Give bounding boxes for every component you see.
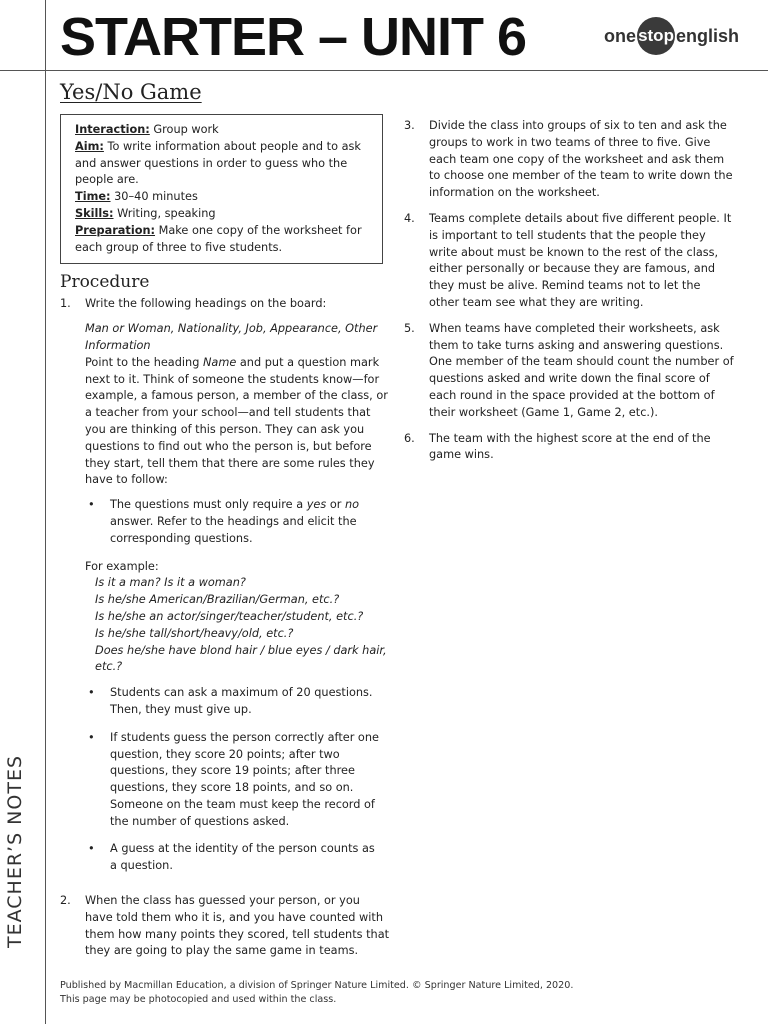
- procedure-step-5: [404, 321, 734, 422]
- step-number: 2.: [60, 894, 71, 908]
- example-question: Is he/she an actor/singer/teacher/student, etc.?: [95, 609, 364, 623]
- procedure-step-3: [404, 118, 734, 202]
- preparation-row: Preparation: Make one copy of the worksheet for each group of three to five students.: [75, 223, 362, 254]
- step-5-text: When teams have completed their worksheets, ask them to take turns asking and answering questions. One member of the team should count the number of questions asked and write down the final score of each round in the space provided at the bottom of their worksheet (Game 1, Game 2, etc.).: [429, 321, 734, 419]
- step-1-explanation: Point to the heading Name and put a question mark next to it. Think of someone the students know—for example, a famous person, a member of the class, or a teacher from your school—and tell students that you are thinking of this person. They can ask you questions to find out who the person is, but before they start, tell them that there are some rules they have to follow:: [85, 355, 388, 487]
- footer-line-1: Published by Macmillan Education, a division of Springer Nature Limited. © Springer Nature Limited, 2020.: [60, 980, 574, 991]
- rule-bullet-1: • The questions must only require a yes or no answer. Refer to the headings and elicit the corresponding questions.: [88, 498, 360, 545]
- interaction-row: Interaction: Group work: [75, 123, 219, 136]
- step-number: 4.: [404, 211, 415, 225]
- step-number: 6.: [404, 431, 415, 445]
- example-questions: [85, 575, 390, 676]
- rule-bullet-4: • A guess at the identity of the person counts as a question.: [88, 842, 375, 873]
- skills-row: Skills: Writing, speaking: [75, 206, 216, 220]
- example-question: Does he/she have blond hair / blue eyes / dark hair, etc.?: [95, 643, 387, 674]
- onestopenglish-logo: [604, 19, 739, 53]
- logo-stop-circle: stop: [637, 17, 675, 55]
- teachers-notes-label: TEACHER’S NOTES: [4, 754, 26, 948]
- procedure-step-1: [60, 296, 390, 886]
- page-title: STARTER – UNIT 6: [60, 7, 527, 67]
- left-frame-line: [45, 0, 46, 1024]
- step-1-intro: Write the following headings on the board:: [85, 297, 327, 311]
- time-row: Time: 30–40 minutes: [75, 190, 198, 204]
- rule-bullet-3: • If students guess the person correctly after one question, they score 20 points; after two questions, they score 19 points; after three questions, they score 18 points, and so on. Someone on the team must keep the record of the number of questions asked.: [88, 730, 379, 828]
- footer-line-2: This page may be photocopied and used within the class.: [60, 993, 337, 1005]
- section-title: Yes/No Game: [60, 80, 202, 104]
- logo-english: english: [676, 25, 740, 46]
- step-3-text: Divide the class into groups of six to ten and ask the groups to work in two teams of three to five. Give each team one copy of the worksheet and ask them to choose one member of the team to write down the information on the worksheet.: [429, 119, 733, 200]
- logo-one: one: [604, 25, 637, 46]
- rule-bullet-2: • Students can ask a maximum of 20 questions. Then, they must give up.: [88, 686, 373, 716]
- left-column: [60, 80, 390, 967]
- right-column: [404, 118, 734, 471]
- step-4-text: Teams complete details about five different people. It is important to tell students that the people they write about must be known to the rest of the class, either personally or because they are famous, and they must be alive. Remind teams not to let the other team see what they are writing.: [429, 211, 732, 309]
- example-label: For example:: [85, 559, 159, 573]
- procedure-title: Procedure: [60, 272, 150, 293]
- procedure-step-2: [60, 893, 390, 960]
- step-1-headings: Man or Woman, Nationality, Job, Appearance, Other Information: [85, 322, 378, 352]
- step-number: 1.: [60, 297, 71, 311]
- activity-info-box: [60, 114, 383, 264]
- step-6-text: The team with the highest score at the end of the game wins.: [429, 431, 711, 462]
- step-number: 5.: [404, 321, 415, 335]
- example-question: Is he/she American/Brazilian/German, etc.?: [95, 593, 340, 607]
- example-question: Is it a man? Is it a woman?: [95, 576, 246, 590]
- procedure-step-6: [404, 431, 734, 465]
- procedure-step-4: [404, 211, 734, 312]
- example-question: Is he/she tall/short/heavy/old, etc.?: [95, 626, 294, 640]
- step-2-text: When the class has guessed your person, or you have told them who it is, and you have counted with them how many points they scored, tell students that they are going to play the same game in teams.: [85, 894, 390, 958]
- publisher-footer: [60, 979, 573, 1006]
- step-number: 3.: [404, 119, 415, 132]
- aim-row: Aim: To write information about people and to ask and answer questions in order to guess who the people are.: [75, 139, 361, 187]
